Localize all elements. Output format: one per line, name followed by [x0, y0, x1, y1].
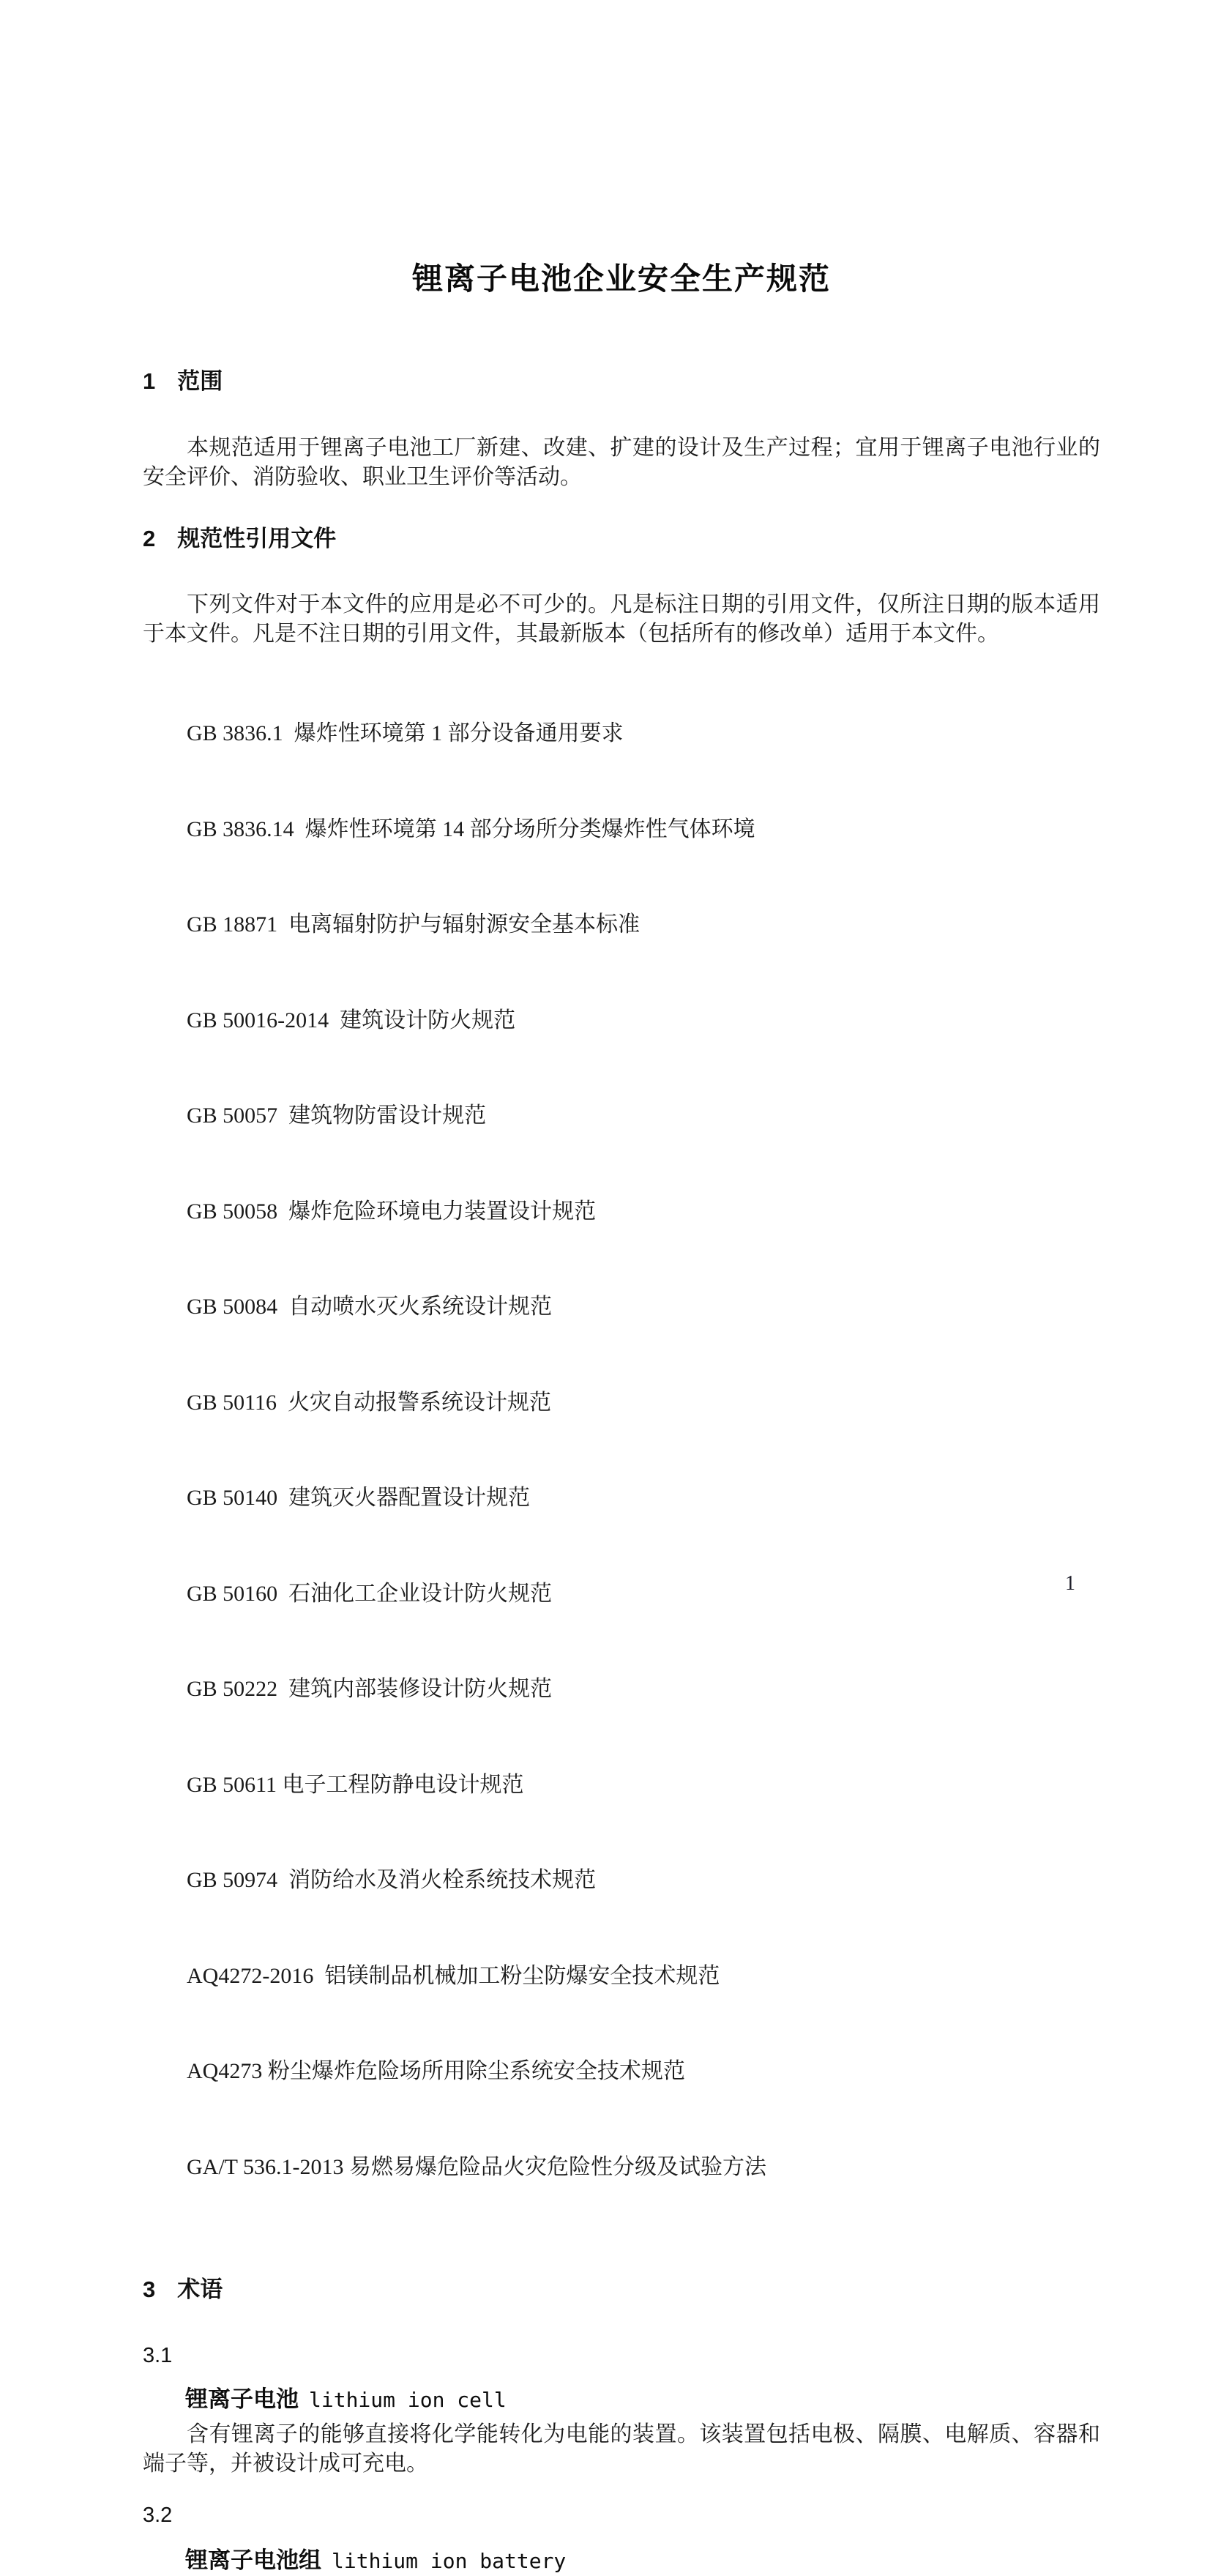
section-heading-scope — [143, 368, 1100, 395]
section-heading-terms — [143, 2277, 1100, 2303]
term-chinese: 锂离子电池 — [185, 2386, 299, 2412]
reference-item: GB 50160 石油化工企业设计防火规范 — [187, 1581, 553, 1606]
term-definition-3-1: 含有锂离子的能够直接将化学能转化为电能的装置。该装置包括电极、隔膜、电解质、容器和端子等，并被设计成可充电。 — [143, 2422, 1100, 2476]
term-number-3-1: 3.1 — [143, 2344, 173, 2367]
section-number: 3 — [143, 2277, 156, 2302]
reference-item: GB 50116 火灾自动报警系统设计规范 — [187, 1390, 552, 1415]
section-heading-label: 术语 — [177, 2277, 223, 2302]
reference-item: AQ4272-2016 铝镁制品机械加工粉尘防爆安全技术规范 — [187, 1963, 720, 1988]
reference-item: GB 3836.1 爆炸性环境第 1 部分设备通用要求 — [187, 721, 624, 745]
reference-item: AQ4273 粉尘爆炸危险场所用除尘系统安全技术规范 — [187, 2059, 685, 2083]
section-heading-label: 范围 — [177, 368, 223, 394]
reference-item: GB 3836.14 爆炸性环境第 14 部分场所分类爆炸性气体环境 — [187, 816, 755, 841]
term-title-3-1 — [143, 2385, 1100, 2415]
page-title: 锂离子电池企业安全生产规范 — [411, 261, 831, 296]
reference-item: GB 50058 爆炸危险环境电力装置设计规范 — [187, 1199, 597, 1224]
reference-item: GB 50057 建筑物防雷设计规范 — [187, 1103, 487, 1128]
section-heading-label: 规范性引用文件 — [177, 526, 337, 551]
term-chinese: 锂离子电池组 — [185, 2547, 321, 2573]
references-intro-paragraph: 下列文件对于本文件的应用是必不可少的。凡是标注日期的引用文件，仅所注日期的版本适用于本文件。凡是不注日期的引用文件，其最新版本（包括所有的修改单）适用于本文件。 — [143, 592, 1100, 646]
reference-item: GB 50222 建筑内部装修设计防火规范 — [187, 1677, 553, 1701]
section-heading-references — [143, 526, 1100, 552]
reference-item: GB 50140 建筑灭火器配置设计规范 — [187, 1486, 531, 1510]
section-number: 2 — [143, 526, 156, 551]
section-number: 1 — [143, 368, 156, 394]
reference-item: GB 18871 电离辐射防护与辐射源安全基本标准 — [187, 912, 641, 937]
reference-item: GB 50611 电子工程防静电设计规范 — [187, 1772, 524, 1797]
reference-item: GB 50974 消防给水及消火栓系统技术规范 — [187, 1868, 597, 1892]
term-title-3-2 — [143, 2546, 1100, 2576]
term-english: lithium ion battery — [332, 2549, 567, 2573]
reference-item: GB 50084 自动喷水灭火系统设计规范 — [187, 1295, 553, 1319]
reference-list — [143, 654, 1100, 2246]
term-english: lithium ion cell — [309, 2388, 507, 2412]
reference-item: GA/T 536.1-2013 易燃易爆危险品火灾危险性分级及试验方法 — [187, 2154, 766, 2179]
term-number-3-2: 3.2 — [143, 2504, 173, 2527]
scope-paragraph: 本规范适用于锂离子电池工厂新建、改建、扩建的设计及生产过程；宜用于锂离子电池行业的安全评价、消防验收、职业卫生评价等活动。 — [143, 436, 1100, 489]
page-number: 1 — [1065, 1572, 1075, 1595]
reference-item: GB 50016-2014 建筑设计防火规范 — [187, 1008, 516, 1032]
